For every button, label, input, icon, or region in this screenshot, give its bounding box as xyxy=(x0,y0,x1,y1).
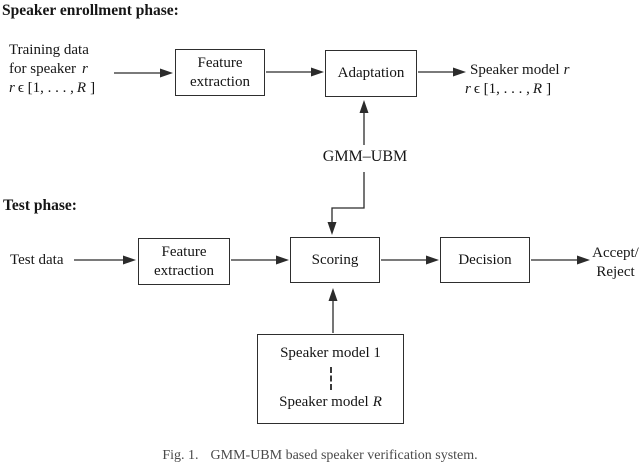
adaptation-box: Adaptation xyxy=(325,50,417,97)
test-phase-heading: Test phase: xyxy=(3,197,77,214)
accept-reject-label: Accept/ Reject xyxy=(592,245,639,280)
enrollment-phase-heading: Speaker enrollment phase: xyxy=(2,2,179,19)
training-data-label xyxy=(9,41,95,98)
figure-title: GMM-UBM based speaker verification system. xyxy=(210,448,478,463)
training-data-line1: Training data xyxy=(9,42,89,58)
scoring-box: Scoring xyxy=(290,237,380,283)
vertical-ellipsis-divider xyxy=(330,367,332,390)
training-data-membership: r ϵ [1, . . . , R ] xyxy=(9,80,96,96)
feature-extraction-box-test: Feature extraction xyxy=(138,238,230,285)
speaker-model-R-label: Speaker model R xyxy=(279,394,382,410)
test-data-label: Test data xyxy=(10,252,64,268)
figure-number: Fig. 1. xyxy=(162,448,199,463)
gmm-ubm-label: GMM–UBM xyxy=(322,148,408,165)
decision-box: Decision xyxy=(440,237,530,283)
figure-caption xyxy=(0,447,640,464)
connector-ubm-to-scoring xyxy=(332,172,364,224)
speaker-model-1-label: Speaker model 1 xyxy=(280,345,381,361)
speaker-model-output-membership: r ϵ [1, . . . , R ] xyxy=(465,81,552,97)
speaker-models-box xyxy=(257,334,404,424)
feature-extraction-box-enrollment: Feature extraction xyxy=(175,49,265,96)
speaker-model-output-label xyxy=(465,61,570,99)
speaker-model-output-line1: Speaker model r xyxy=(470,62,570,78)
training-data-line2: for speaker r xyxy=(9,61,88,77)
